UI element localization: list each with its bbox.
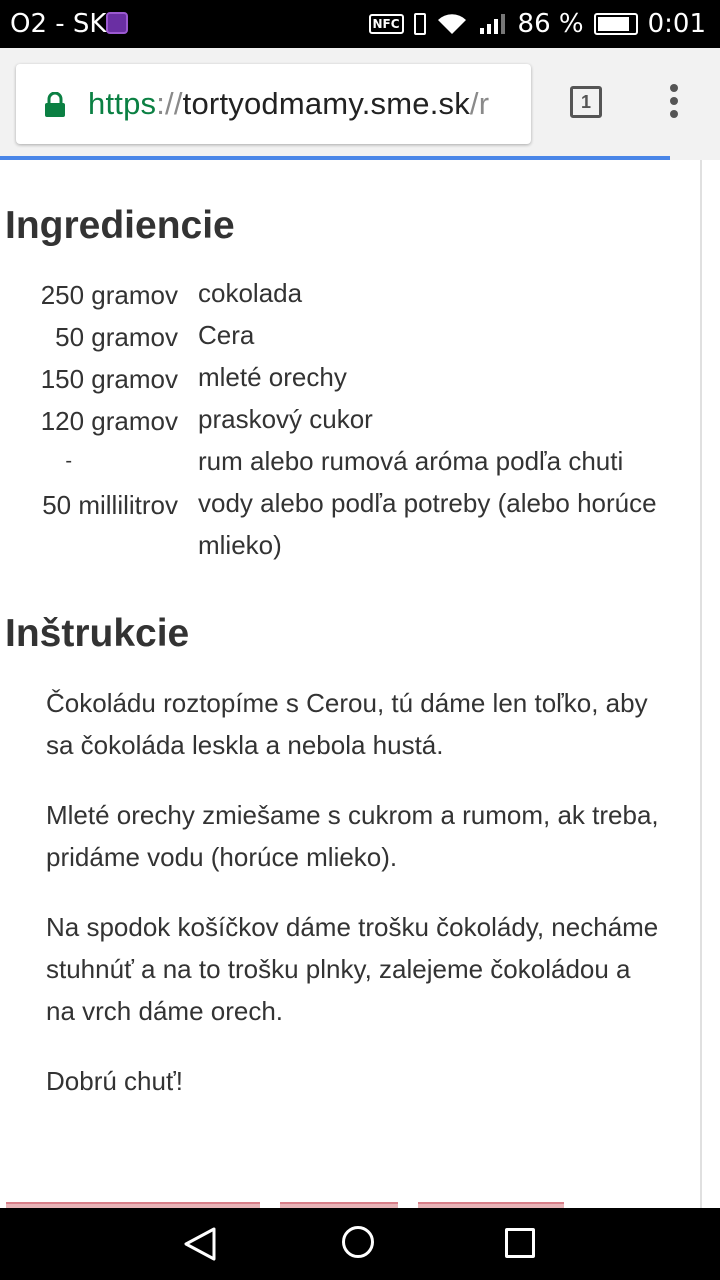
status-icons xyxy=(369,9,707,39)
ingredient-name: mleté orechy xyxy=(198,362,347,392)
instructions-heading: Inštrukcie xyxy=(5,612,190,655)
ingredient-name: cokolada xyxy=(198,278,303,308)
instruction-step: Čokoládu roztopíme s Cerou, tú dáme len toľko, aby sa čokoláda leskla a nebola hustá. xyxy=(46,688,648,760)
vibrate-icon xyxy=(414,13,426,35)
back-icon[interactable] xyxy=(182,1226,218,1262)
ingredient-quantity: 50 gramov xyxy=(55,322,178,352)
ingredient-name: rum alebo rumová aróma podľa chuti xyxy=(198,446,624,476)
battery-percent: 86 % xyxy=(517,9,584,39)
instruction-step: Dobrú chuť! xyxy=(46,1066,183,1096)
clock: 0:01 xyxy=(647,9,706,39)
ingredient-name: Cera xyxy=(198,320,255,350)
url-scheme: https xyxy=(88,86,157,121)
instructions-list xyxy=(46,682,666,1130)
page-content xyxy=(0,160,700,1208)
overflow-menu-icon[interactable] xyxy=(668,84,680,124)
ingredient-name: vody alebo podľa potreby (alebo horúce mlieko) xyxy=(198,488,657,560)
ingredients-table xyxy=(0,272,700,566)
url-text[interactable] xyxy=(88,86,489,122)
battery-icon xyxy=(594,13,638,35)
status-bar xyxy=(0,0,720,48)
ingredient-quantity: 50 millilitrov xyxy=(42,490,178,520)
signal-icon xyxy=(478,12,508,36)
ingredient-row xyxy=(0,482,700,566)
ingredient-row xyxy=(0,272,700,314)
ingredient-row xyxy=(0,314,700,356)
ingredient-quantity: 120 gramov xyxy=(40,406,178,436)
lock-icon xyxy=(44,92,66,118)
ingredient-quantity: 150 gramov xyxy=(40,364,178,394)
ingredient-row xyxy=(0,398,700,440)
home-icon[interactable] xyxy=(342,1226,374,1258)
tab-switcher-button[interactable]: 1 xyxy=(570,86,602,118)
nfc-icon: NFC xyxy=(369,14,404,34)
instruction-step: Mleté orechy zmiešame s cukrom a rumom, ak treba, pridáme vodu (horúce mlieko). xyxy=(46,800,659,872)
system-nav-bar xyxy=(0,1208,720,1280)
instruction-step: Na spodok košíčkov dáme trošku čokolády, necháme stuhnúť a na to trošku plnky, zalejeme čokoládou a na vrch dáme orech. xyxy=(46,912,659,1026)
address-bar[interactable] xyxy=(16,64,531,144)
browser-toolbar xyxy=(0,48,720,160)
ingredient-row xyxy=(0,356,700,398)
ingredients-heading: Ingrediencie xyxy=(5,204,235,247)
ingredient-quantity: 250 gramov xyxy=(40,280,178,310)
wifi-icon xyxy=(436,12,468,36)
url-path: /r xyxy=(469,86,490,121)
ingredient-row xyxy=(0,440,700,482)
ingredient-name: praskový cukor xyxy=(198,404,373,434)
carrier-name: O2 - SK xyxy=(10,9,107,39)
url-host: tortyodmamy.sme.sk xyxy=(182,86,470,121)
url-separator: :// xyxy=(156,86,183,121)
page-right-edge xyxy=(700,160,702,1208)
gallery-notification-icon xyxy=(106,12,128,34)
ingredient-quantity: - xyxy=(65,450,72,472)
recents-icon[interactable] xyxy=(505,1228,535,1258)
